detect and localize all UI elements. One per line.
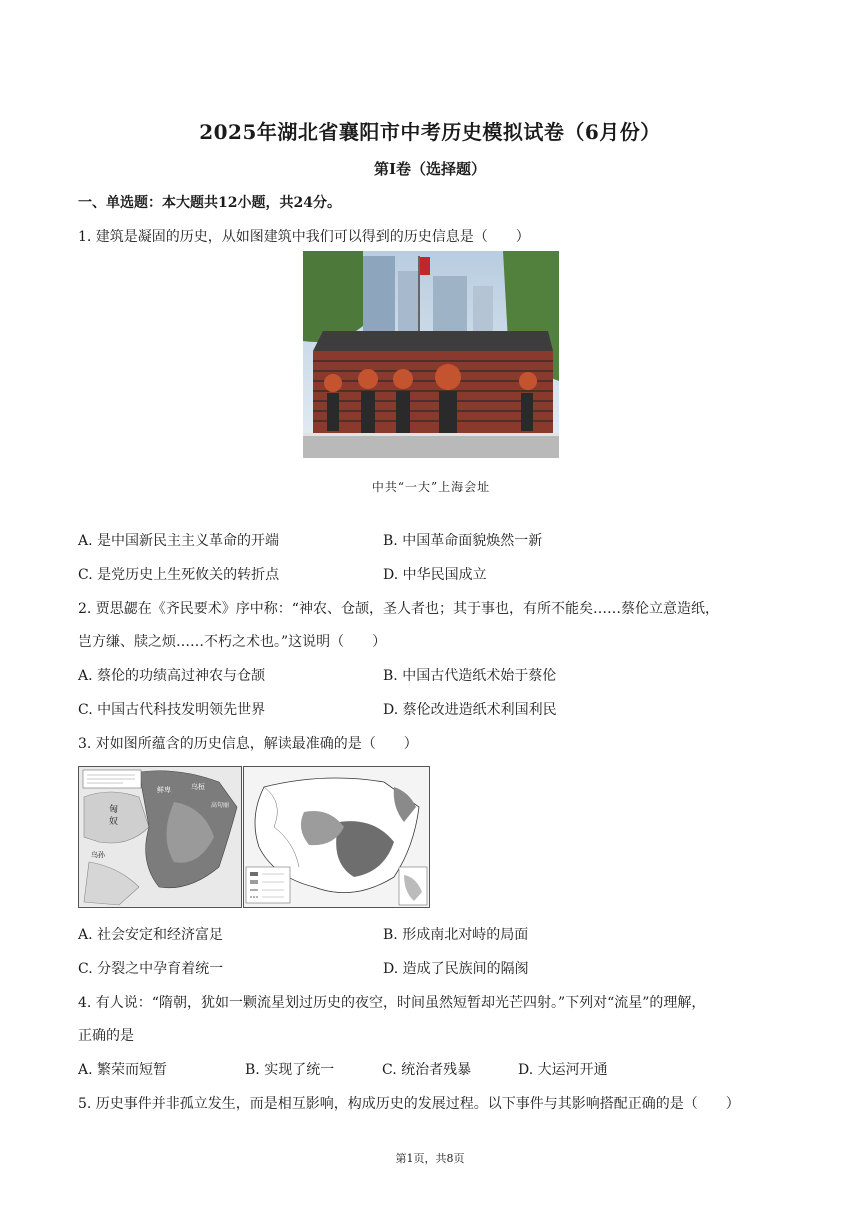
question-3-option-d[interactable]: D. 造成了民族间的隔阂 [383, 961, 529, 977]
map-label-xiong: 匈 [109, 805, 119, 815]
map-label-xianbei: 鲜卑 [157, 786, 171, 794]
question-3-map-left [78, 766, 242, 908]
question-5-stem: 5. 历史事件并非孤立发生，而是相互影响，构成历史的发展过程。以下事件与其影响搭配正确的是（ ） [78, 1096, 740, 1112]
paper-subtitle: 第I卷（选择题） [373, 160, 487, 178]
question-2-stem-line-2: 岂方缣、牍之烦……不朽之术也。”这说明（ ） [78, 634, 387, 650]
question-4-stem-line-2: 正确的是 [78, 1028, 134, 1044]
question-2-stem-line-1: 2. 贾思勰在《齐民要术》序中称：“神农、仓颉，圣人者也；其于事也，有所不能矣……蔡伦立意造纸， [78, 601, 719, 617]
map-label-nu: 奴 [109, 817, 119, 827]
question-2-option-c[interactable]: C. 中国古代科技发明领先世界 [78, 702, 266, 718]
map-label-wusun: 乌孙 [91, 851, 105, 859]
question-3-map-right [243, 766, 430, 908]
question-3-option-c[interactable]: C. 分裂之中孕育着统一 [78, 961, 224, 977]
question-4-option-d[interactable]: D. 大运河开通 [518, 1062, 608, 1078]
question-1-option-a[interactable]: A. 是中国新民主主义革命的开端 [78, 533, 280, 549]
question-2-option-d[interactable]: D. 蔡伦改进造纸术利国利民 [383, 702, 557, 718]
question-1-stem: 1. 建筑是凝固的历史，从如图建筑中我们可以得到的历史信息是（ ） [78, 229, 530, 245]
question-4-option-c[interactable]: C. 统治者残暴 [382, 1062, 472, 1078]
question-1-photo-caption: 中共“一大”上海会址 [371, 480, 491, 494]
question-1-option-c[interactable]: C. 是党历史上生死攸关的转折点 [78, 567, 280, 583]
question-2-option-a[interactable]: A. 蔡伦的功绩高过神农与仓颉 [78, 668, 266, 684]
question-3-stem: 3. 对如图所蕴含的历史信息，解读最准确的是（ ） [78, 736, 418, 752]
question-4-option-a[interactable]: A. 繁荣而短暂 [78, 1062, 168, 1078]
question-3-option-a[interactable]: A. 社会安定和经济富足 [78, 927, 224, 943]
exam-title: 2025年湖北省襄阳市中考历史模拟试卷（6月份） [199, 120, 661, 144]
page-footer: 第1页，共8页 [395, 1152, 465, 1165]
question-1-photo [303, 251, 559, 458]
question-1-option-d[interactable]: D. 中华民国成立 [383, 567, 487, 583]
section-heading: 一、单选题：本大题共12小题，共24分。 [78, 195, 341, 211]
map-label-goguryeo: 高句丽 [211, 802, 230, 809]
map-label-wuhuan: 乌桓 [191, 783, 205, 791]
question-2-option-b[interactable]: B. 中国古代造纸术始于蔡伦 [383, 668, 557, 684]
question-4-option-b[interactable]: B. 实现了统一 [245, 1062, 335, 1078]
question-4-stem-line-1: 4. 有人说：“隋朝，犹如一颗流星划过历史的夜空，时间虽然短暂却光芒四射。”下列对“流星”的理解， [78, 995, 706, 1011]
question-1-option-b[interactable]: B. 中国革命面貌焕然一新 [383, 533, 543, 549]
question-3-option-b[interactable]: B. 形成南北对峙的局面 [383, 927, 529, 943]
